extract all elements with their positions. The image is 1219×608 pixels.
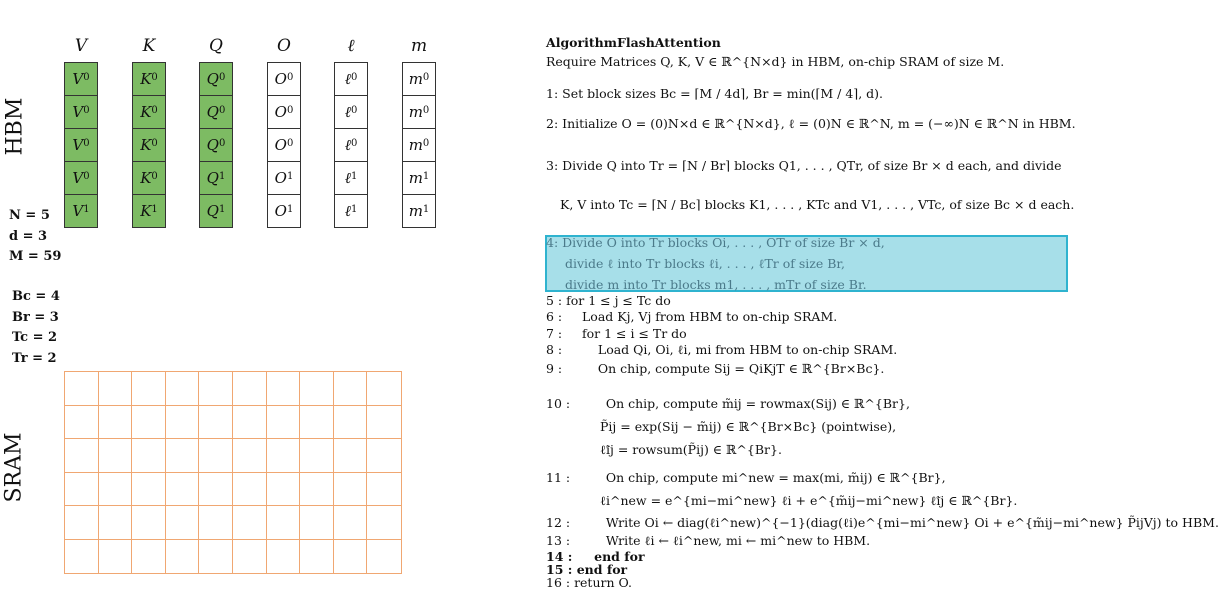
sram-cell <box>132 540 166 574</box>
hbm-cell: K $^1$ <box>132 194 166 228</box>
column-header-l: ℓ <box>347 36 355 56</box>
hbm-cell: K $^0$ <box>132 161 166 195</box>
sram-cell <box>367 406 401 440</box>
sram-cell <box>166 540 200 574</box>
hbm-cell: Q $^0$ <box>199 62 233 96</box>
sram-cell <box>334 406 368 440</box>
hbm-cell: Q $^1$ <box>199 161 233 195</box>
sram-cell <box>233 406 267 440</box>
hbm-cell: ℓ $^1$ <box>334 161 368 195</box>
hbm-column-l <box>334 63 368 228</box>
sram-cell <box>132 506 166 540</box>
algorithm-line-6: 6 : Load Kj, Vj from HBM to on-chip SRAM. <box>546 309 838 324</box>
sram-cell <box>132 473 166 507</box>
hbm-column-m <box>402 63 436 228</box>
algorithm-line-15: 15 : end for <box>546 562 628 577</box>
hbm-cell: ℓ $^0$ <box>334 128 368 162</box>
hbm-cell: V $^0$ <box>64 95 98 129</box>
param-tr: Tr = 2 <box>12 350 57 366</box>
sram-cell <box>132 406 166 440</box>
sram-cell <box>300 540 334 574</box>
hbm-column-k <box>132 63 166 228</box>
sram-cell <box>267 439 301 473</box>
sram-cell <box>233 439 267 473</box>
sram-cell <box>166 439 200 473</box>
hbm-cell: m $^0$ <box>402 95 436 129</box>
param-m: M = 59 <box>9 249 62 264</box>
sram-cell <box>267 473 301 507</box>
sram-cell <box>199 540 233 574</box>
hbm-cell: m $^1$ <box>402 161 436 195</box>
sram-cell <box>65 473 99 507</box>
algorithm-line-16: 16 : return O. <box>546 575 632 590</box>
hbm-cell: V $^0$ <box>64 62 98 96</box>
hbm-cell: K $^0$ <box>132 62 166 96</box>
column-header-m: m <box>410 36 428 56</box>
hbm-cell: ℓ $^0$ <box>334 62 368 96</box>
sram-cell <box>300 439 334 473</box>
hbm-cell: O $^1$ <box>267 194 301 228</box>
algorithm-line-4b: divide ℓ into Tr blocks ℓi, . . . , ℓTr of size Br, <box>565 256 845 271</box>
sram-cell <box>334 473 368 507</box>
param-d: d = 3 <box>9 228 48 244</box>
algorithm-title: AlgorithmFlashAttention <box>546 35 721 50</box>
sram-cell <box>99 506 133 540</box>
sram-cell <box>367 439 401 473</box>
algorithm-line-11a: 11 : On chip, compute mi^new = max(mi, m̃ij) ∈ ℝ^{Br}, <box>546 470 946 485</box>
hbm-cell: ℓ $^1$ <box>334 194 368 228</box>
algorithm-line-1: 1: Set block sizes Bc = ⌈M / 4d⌉, Br = min(⌈M / 4⌉, d). <box>546 86 883 101</box>
sram-cell <box>99 540 133 574</box>
algorithm-line-4a: 4: Divide O into Tr blocks Oi, . . . , OTr of size Br × d, <box>546 235 885 250</box>
sram-cell <box>367 540 401 574</box>
sram-cell <box>166 473 200 507</box>
sram-cell <box>334 540 368 574</box>
problem-params <box>9 206 61 268</box>
sram-cell <box>233 473 267 507</box>
hbm-cell: O $^0$ <box>267 95 301 129</box>
sram-cell <box>267 506 301 540</box>
algorithm-line-3b: K, V into Tc = ⌈N / Bc⌉ blocks K1, . . . , KTc and V1, . . . , VTc, of size Bc × d each. <box>560 197 1075 212</box>
column-header-k: K <box>142 36 156 56</box>
param-br: Br = 3 <box>12 309 59 325</box>
hbm-cell: Q $^1$ <box>199 194 233 228</box>
sram-cell <box>300 506 334 540</box>
algorithm-line-4c: divide m into Tr blocks m1, . . . , mTr of size Br. <box>565 277 867 292</box>
algorithm-line-7: 7 : for 1 ≤ i ≤ Tr do <box>546 326 687 341</box>
block-params <box>12 287 60 369</box>
algorithm-line-2: 2: Initialize O = (0)N×d ∈ ℝ^{N×d}, ℓ = (0)N ∈ ℝ^N, m = (−∞)N ∈ ℝ^N in HBM. <box>546 116 1076 131</box>
column-header-v: V <box>74 36 88 56</box>
hbm-cell: ℓ $^0$ <box>334 95 368 129</box>
sram-cell <box>199 372 233 406</box>
hbm-cell: K $^0$ <box>132 95 166 129</box>
sram-cell <box>99 473 133 507</box>
sram-cell <box>99 439 133 473</box>
hbm-cell: K $^0$ <box>132 128 166 162</box>
column-header-q: Q <box>209 36 223 56</box>
hbm-cell: Q $^0$ <box>199 95 233 129</box>
algorithm-line-13: 13 : Write ℓi ← ℓi^new, mi ← mi^new to HBM. <box>546 533 871 548</box>
sram-cell <box>300 406 334 440</box>
sram-cell <box>233 540 267 574</box>
hbm-column-v <box>64 63 98 228</box>
sram-cell <box>334 506 368 540</box>
sram-cell <box>334 372 368 406</box>
sram-cell <box>300 372 334 406</box>
sram-cell <box>65 439 99 473</box>
sram-cell <box>99 372 133 406</box>
sram-cell <box>199 406 233 440</box>
algorithm-line-14: 14 : end for <box>546 549 645 564</box>
sram-cell <box>166 372 200 406</box>
algorithm-line-10c: ℓ̃ij = rowsum(P̃ij) ∈ ℝ^{Br}. <box>600 442 782 457</box>
hbm-column-q <box>199 63 233 228</box>
sram-cell <box>267 372 301 406</box>
algorithm-line-10b: P̃ij = exp(Sij − m̃ij) ∈ ℝ^{Br×Bc} (pointwise), <box>600 419 897 434</box>
sram-cell <box>367 372 401 406</box>
sram-label: SRAM <box>1 432 27 503</box>
hbm-cell: O $^0$ <box>267 128 301 162</box>
sram-cell <box>300 473 334 507</box>
sram-cell <box>99 406 133 440</box>
algorithm-line-8: 8 : Load Qi, Oi, ℓi, mi from HBM to on-chip SRAM. <box>546 342 898 357</box>
sram-cell <box>132 439 166 473</box>
sram-cell <box>166 406 200 440</box>
sram-grid <box>64 371 402 574</box>
algorithm-line-10a: 10 : On chip, compute m̃ij = rowmax(Sij) ∈ ℝ^{Br}, <box>546 396 910 411</box>
hbm-cell: V $^0$ <box>64 128 98 162</box>
algorithm-line-11b: ℓi^new = e^{mi−mi^new} ℓi + e^{m̃ij−mi^new} ℓ̃ij ∈ ℝ^{Br}. <box>600 493 1018 508</box>
sram-cell <box>65 406 99 440</box>
sram-cell <box>267 406 301 440</box>
column-header-o: O <box>277 36 291 56</box>
hbm-cell: V $^0$ <box>64 161 98 195</box>
sram-cell <box>367 506 401 540</box>
sram-cell <box>199 506 233 540</box>
hbm-cell: O $^0$ <box>267 62 301 96</box>
param-bc: Bc = 4 <box>12 289 60 304</box>
sram-cell <box>199 473 233 507</box>
sram-cell <box>65 506 99 540</box>
sram-cell <box>65 372 99 406</box>
hbm-cell: O $^1$ <box>267 161 301 195</box>
hbm-cell: m $^0$ <box>402 62 436 96</box>
hbm-column-o <box>267 63 301 228</box>
sram-cell <box>267 540 301 574</box>
hbm-cell: Q $^0$ <box>199 128 233 162</box>
algorithm-line-5: 5 : for 1 ≤ j ≤ Tc do <box>546 293 671 308</box>
sram-cell <box>132 372 166 406</box>
sram-cell <box>199 439 233 473</box>
param-n: N = 5 <box>9 208 50 223</box>
algorithm-line-9: 9 : On chip, compute Sij = QiKjT ∈ ℝ^{Br×Bc}. <box>546 361 885 376</box>
sram-cell <box>367 473 401 507</box>
hbm-cell: m $^0$ <box>402 128 436 162</box>
sram-cell <box>334 439 368 473</box>
hbm-label: HBM <box>2 97 28 156</box>
algorithm-line-12: 12 : Write Oi ← diag(ℓi^new)^{−1}(diag(ℓi)e^{mi−mi^new} Oi + e^{m̃ij−mi^new} P̃ijVj) to HBM. <box>546 515 1219 530</box>
sram-cell <box>233 506 267 540</box>
sram-cell <box>65 540 99 574</box>
algorithm-require: Require Matrices Q, K, V ∈ ℝ^{N×d} in HBM, on-chip SRAM of size M. <box>546 54 1005 69</box>
sram-cell <box>233 372 267 406</box>
param-tc: Tc = 2 <box>12 330 58 345</box>
hbm-cell: m $^1$ <box>402 194 436 228</box>
algorithm-line-3a: 3: Divide Q into Tr = ⌈N / Br⌉ blocks Q1, . . . , QTr, of size Br × d each, and divide <box>546 158 1062 173</box>
hbm-cell: V $^1$ <box>64 194 98 228</box>
sram-cell <box>166 506 200 540</box>
